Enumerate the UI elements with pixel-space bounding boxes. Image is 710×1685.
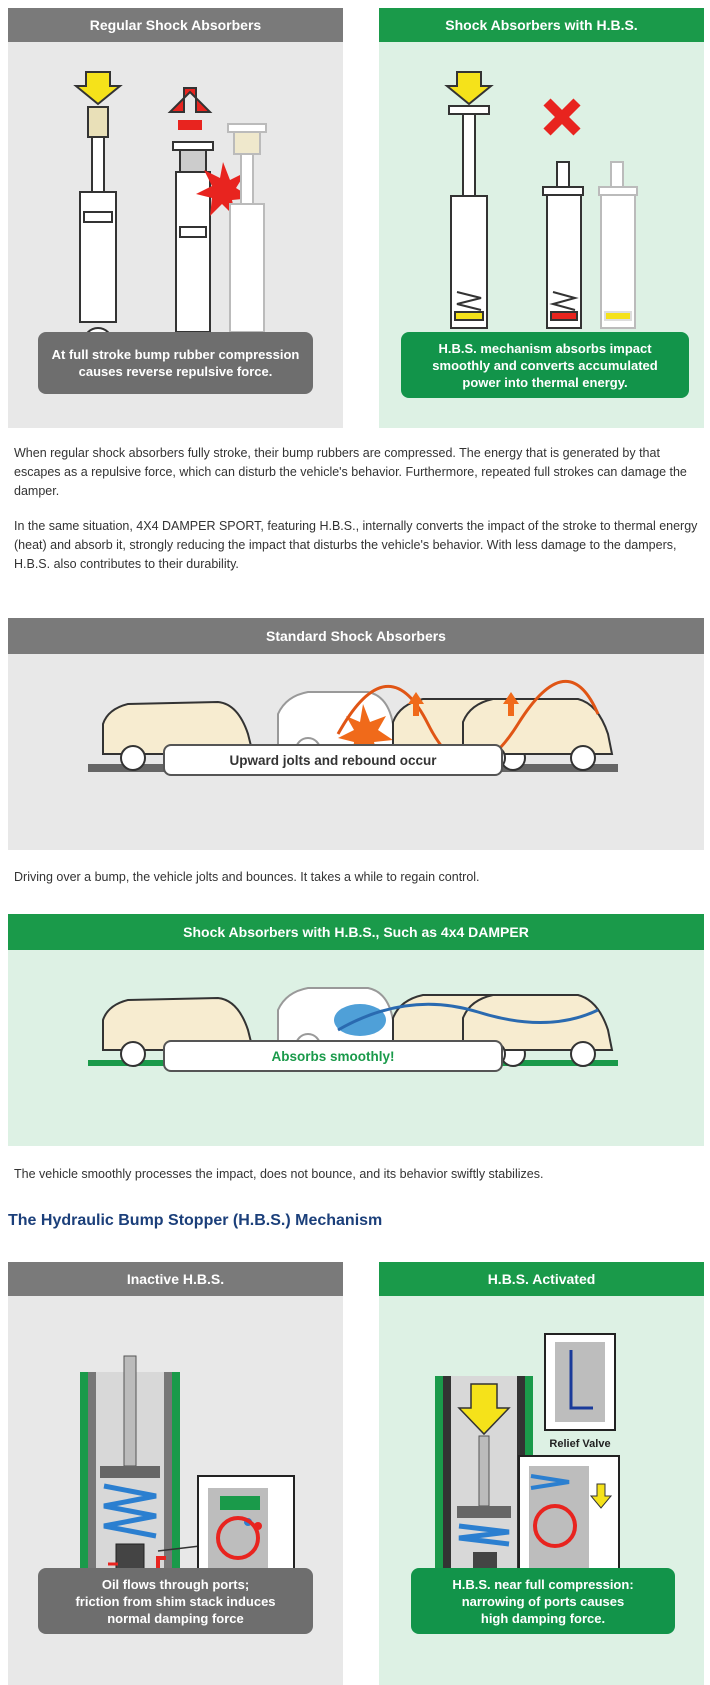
hbs-shock-drawing — [379, 42, 704, 342]
hbs-section-illustration — [8, 950, 704, 1146]
hbs-section-label: Absorbs smoothly! — [163, 1040, 503, 1072]
activated-hbs-caption: H.B.S. near full compression: narrowing of ports causes high damping force. — [411, 1568, 675, 1634]
down-arrow-icon — [447, 72, 491, 104]
standard-shock-label: Upward jolts and rebound occur — [163, 744, 503, 776]
paragraph-regular-shock: When regular shock absorbers fully stroke, their bump rubbers are compressed. The energy that is generated by that escapes as a repulsive force, which can disturb the vehicle's behavior. Furthermore, repeated full strokes can damage the damper. — [14, 446, 687, 498]
standard-shock-illustration — [8, 654, 704, 850]
inactive-hbs-panel — [8, 1262, 343, 1685]
cross-icon — [547, 102, 577, 132]
down-arrow-icon — [76, 72, 120, 104]
regular-shock-drawing — [8, 42, 343, 342]
shock-absorber-1 — [76, 72, 120, 356]
hbs-shock-2 — [543, 102, 583, 361]
inactive-hbs-caption: Oil flows through ports; friction from shim stack induces normal damping force — [38, 1568, 313, 1634]
regular-shock-panel — [8, 8, 343, 428]
activated-hbs-title: H.B.S. Activated — [379, 1262, 704, 1296]
hbs-shock-1 — [447, 72, 491, 361]
activated-hbs-illustration — [379, 1296, 704, 1685]
inactive-hbs-drawing — [8, 1296, 343, 1576]
regular-shock-caption: At full stroke bump rubber compression causes reverse repulsive force. — [38, 332, 313, 394]
hbs-shock-panel — [379, 8, 704, 428]
paragraph-standard-bump: Driving over a bump, the vehicle jolts and bounces. It takes a while to regain control. — [14, 870, 480, 884]
regular-shock-illustration — [8, 42, 343, 428]
hbs-shock-caption: H.B.S. mechanism absorbs impact smoothly and converts accumulated power into thermal energy. — [401, 332, 689, 398]
shock-absorber-3-ghost — [228, 124, 266, 361]
activated-hbs-drawing — [379, 1296, 704, 1576]
hbs-shock-title: Shock Absorbers with H.B.S. — [379, 8, 704, 42]
paragraph-hbs-bump: The vehicle smoothly processes the impact, does not bounce, and its behavior swiftly stabilizes. — [14, 1167, 544, 1181]
inactive-hbs-title: Inactive H.B.S. — [8, 1262, 343, 1296]
activated-hbs-panel — [379, 1262, 704, 1685]
up-arrow-icon — [170, 88, 210, 112]
inactive-hbs-illustration — [8, 1296, 343, 1685]
mechanism-title: The Hydraulic Bump Stopper (H.B.S.) Mechanism — [8, 1212, 383, 1229]
paragraph-hbs-shock: In the same situation, 4X4 DAMPER SPORT, featuring H.B.S., internally converts the impact of the stroke to thermal energy (heat) and absorb it, strongly reducing the impact that disturbs the vehicle's behavior. With less damage to the dampers, H.B.S. also contributes to their durability. — [14, 519, 698, 571]
regular-shock-title: Regular Shock Absorbers — [8, 8, 343, 42]
spring — [459, 1526, 509, 1544]
hbs-section-title: Shock Absorbers with H.B.S., Such as 4x4 DAMPER — [8, 914, 704, 950]
relief-valve-label: Relief Valve — [549, 1438, 611, 1450]
hbs-shock-illustration — [379, 42, 704, 428]
standard-shock-title: Standard Shock Absorbers — [8, 618, 704, 654]
